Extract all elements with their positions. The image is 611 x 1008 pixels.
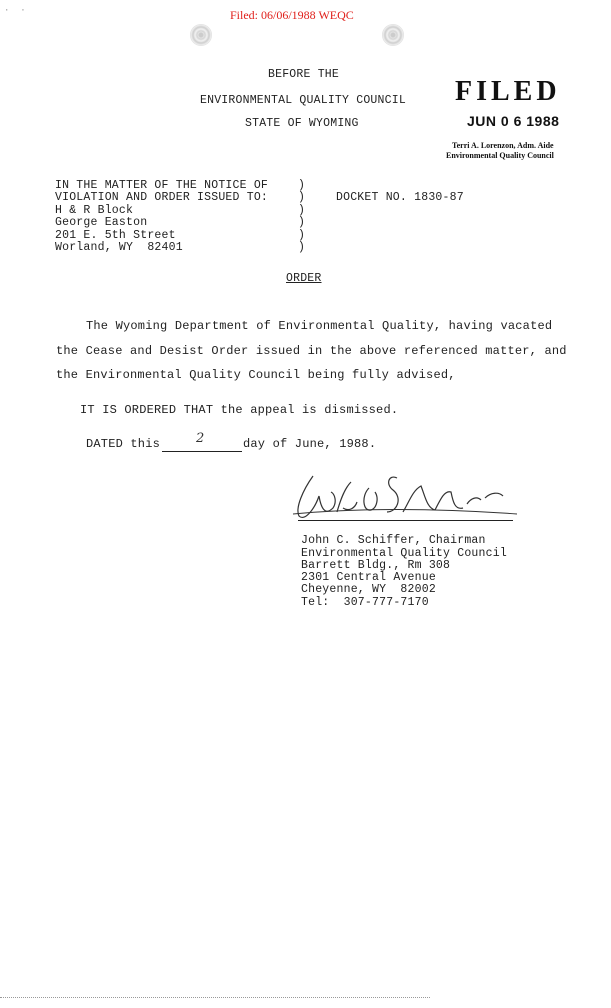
order-paragraph-line-2: the Cease and Desist Order issued in the above referenced matter, and [56, 344, 567, 358]
signer-phone: Tel: 307-777-7170 [301, 595, 429, 609]
bottom-scan-edge [0, 997, 430, 998]
order-paragraph-line-3: the Environmental Quality Council being fully advised, [56, 368, 456, 382]
signer-organization: Environmental Quality Council [301, 546, 507, 560]
signer-street: 2301 Central Avenue [301, 571, 436, 585]
scan-mark: · · [4, 6, 26, 16]
order-paragraph-line-1: The Wyoming Department of Environmental Quality, having vacated [86, 319, 553, 333]
bracket: ) [298, 203, 306, 217]
filed-stamp-clerk-office: Environmental Quality Council [446, 151, 554, 160]
caption-line: 201 E. 5th Street [55, 228, 176, 242]
signature-block [301, 523, 507, 621]
bracket: ) [298, 191, 306, 204]
bracket: ) [298, 178, 306, 192]
dated-day-line [162, 451, 242, 452]
caption-brackets [298, 167, 305, 267]
caption-line: VIOLATION AND ORDER ISSUED TO: [55, 191, 269, 204]
order-title: ORDER [286, 272, 322, 285]
signer-building: Barrett Bldg., Rm 308 [301, 558, 451, 572]
caption-line: Worland, WY 82401 [55, 241, 183, 254]
docket-number: DOCKET NO. 1830-87 [336, 191, 464, 204]
caption-line: IN THE MATTER OF THE NOTICE OF [55, 178, 269, 192]
filing-stamp: Filed: 06/06/1988 WEQC [230, 8, 354, 22]
filed-stamp-date: JUN 0 6 1988 [467, 113, 560, 129]
header-line-2: ENVIRONMENTAL QUALITY COUNCIL [200, 94, 406, 107]
filed-stamp-title: FILED [455, 76, 561, 107]
header-line-3: STATE OF WYOMING [245, 117, 359, 130]
filed-stamp-clerk-name: Terri A. Lorenzon, Adm. Aide [452, 141, 554, 150]
caption-line: George Easton [55, 216, 148, 229]
bracket: ) [298, 228, 306, 242]
signer-city: Cheyenne, WY 82002 [301, 583, 436, 597]
dated-day-handwritten: 2 [196, 431, 205, 446]
bracket: ) [298, 216, 306, 229]
bracket: ) [298, 241, 306, 254]
dated-suffix: day of June, 1988. [243, 437, 377, 451]
case-caption [55, 167, 268, 267]
signature-graphic [285, 468, 525, 526]
ordered-statement: IT IS ORDERED THAT the appeal is dismissed. [80, 403, 399, 417]
header-line-1: BEFORE THE [268, 68, 340, 81]
caption-line: H & R Block [55, 203, 134, 217]
dated-prefix: DATED this [86, 437, 161, 451]
seal-icon [190, 24, 212, 46]
seal-icon [382, 24, 404, 46]
signer-name-title: John C. Schiffer, Chairman [301, 534, 486, 548]
signature-line [298, 520, 513, 521]
